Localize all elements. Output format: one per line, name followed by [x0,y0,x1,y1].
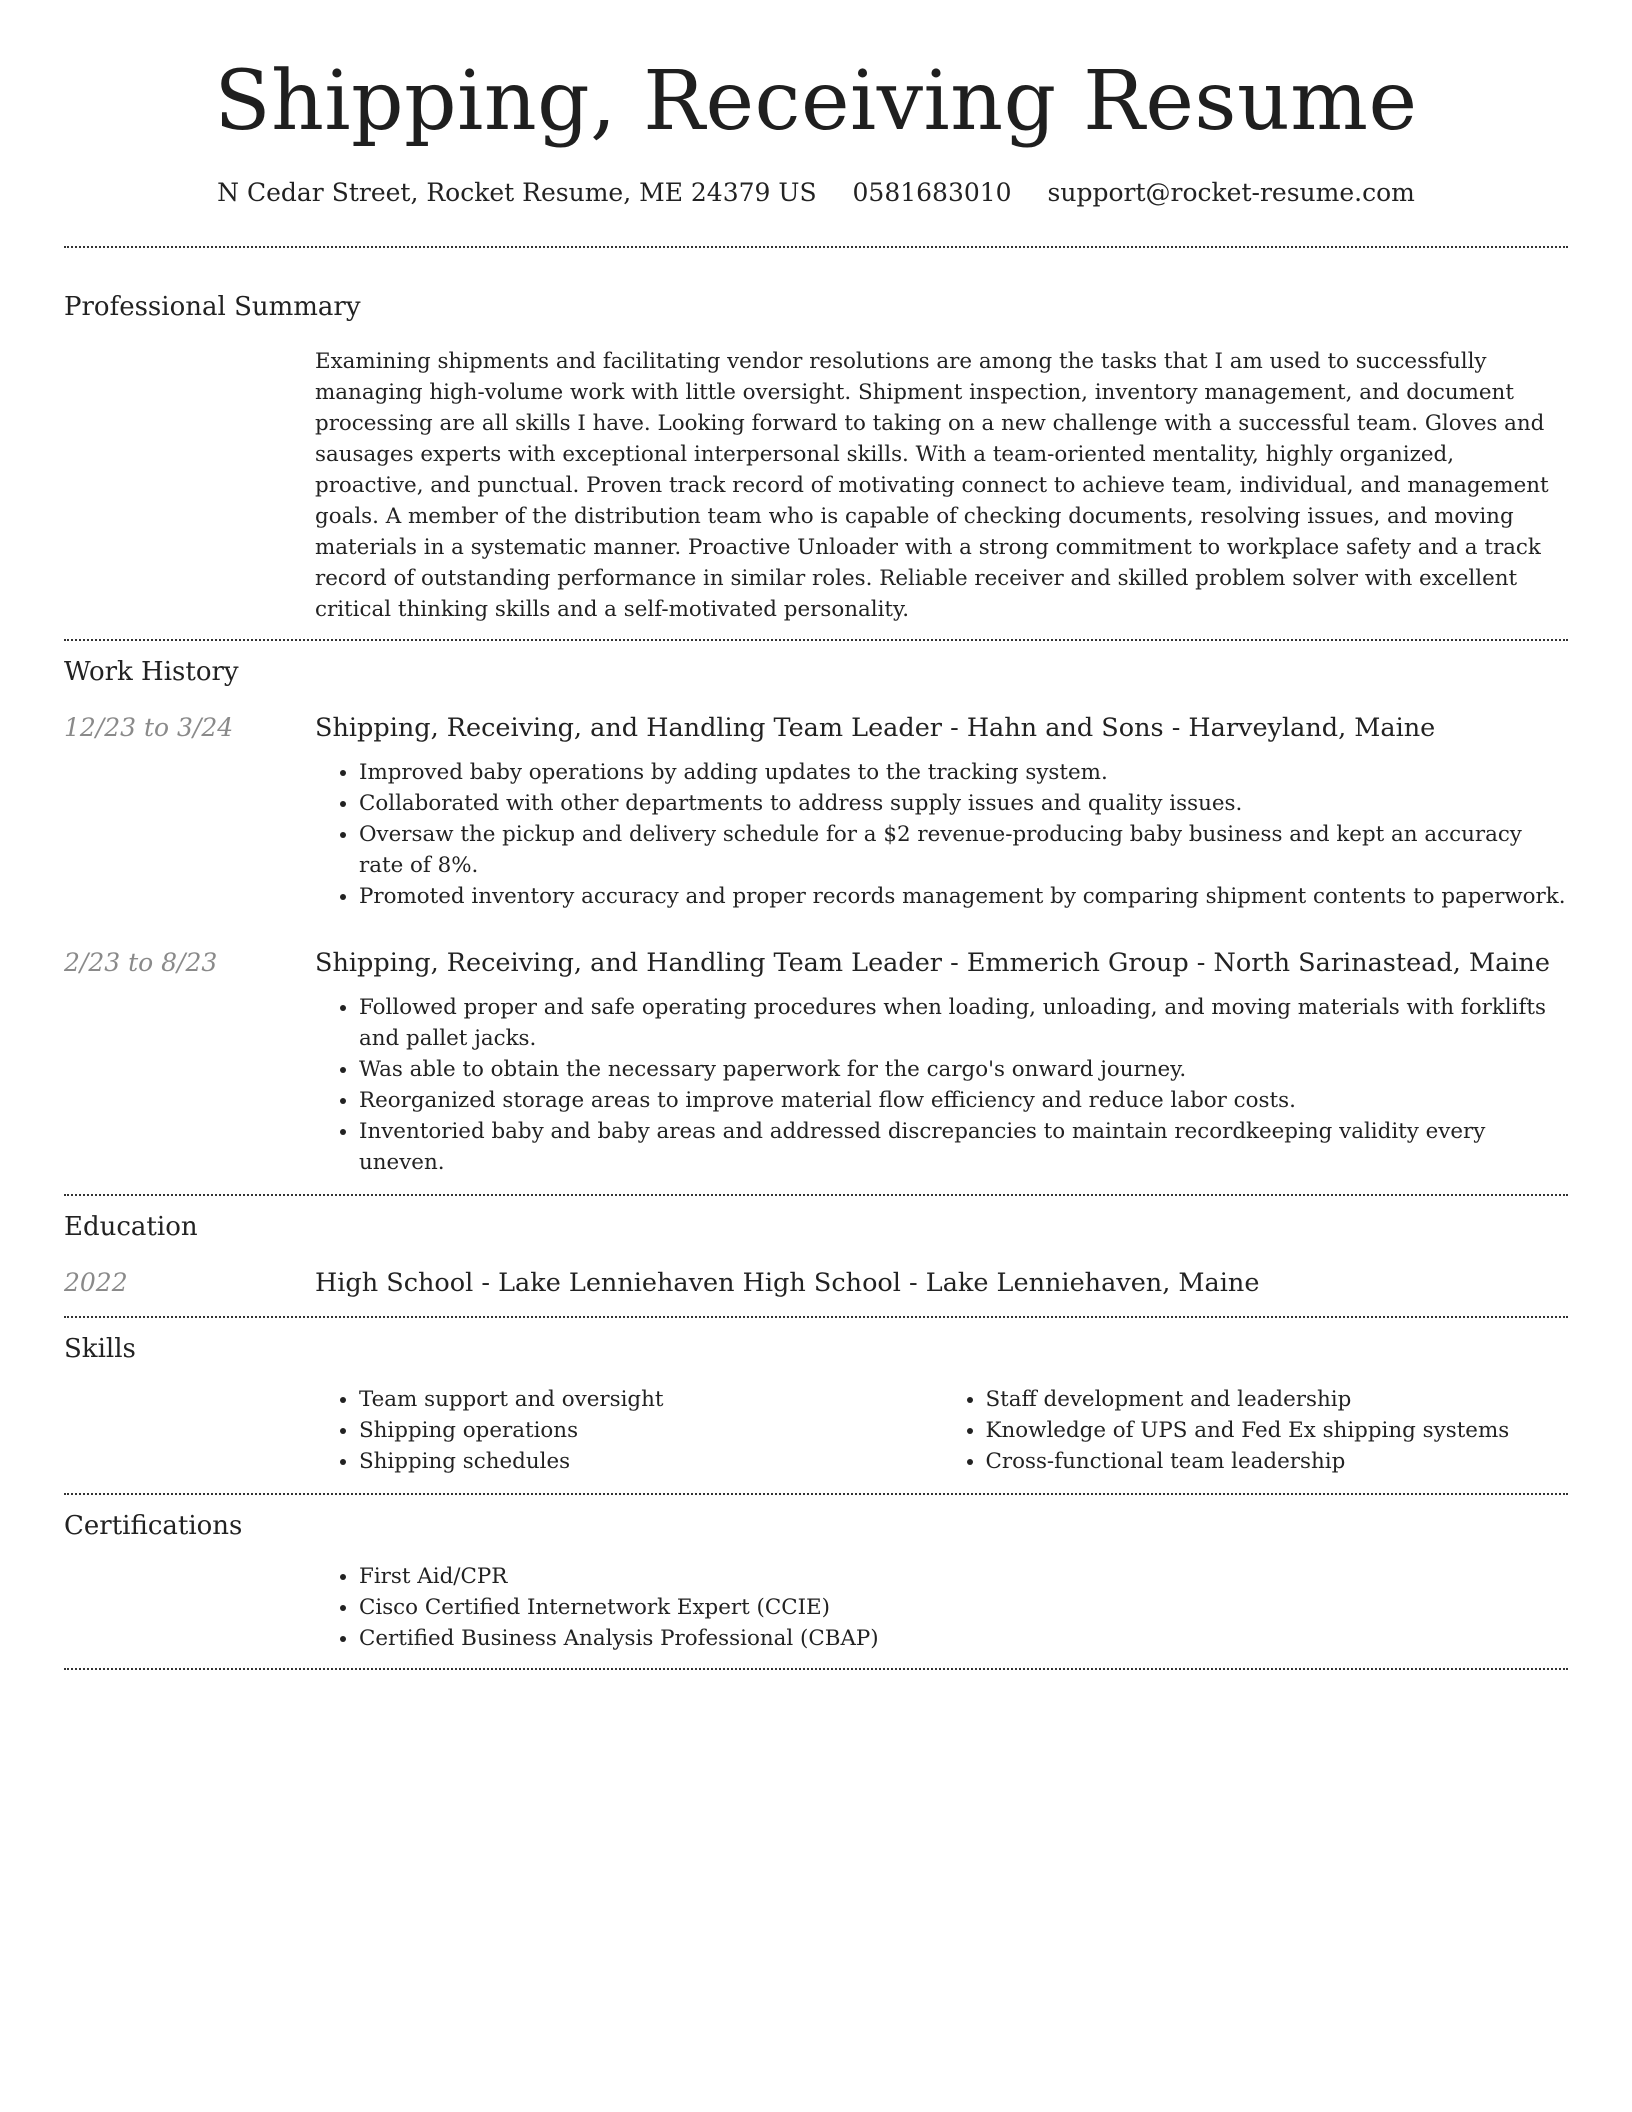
job-bullet: • Promoted inventory accuracy and proper records management by comparing shipment contents to paperwork. [359,881,1568,912]
job-bullet-list [315,757,1568,912]
contact-address: N Cedar Street, Rocket Resume, ME 24379 US [217,178,817,207]
certification-item: • First Aid/CPR [359,1561,1568,1592]
skills-section [64,1318,1568,1493]
job-bullet: • Followed proper and safe operating procedures when loading, unloading, and moving materials with forklifts and pallet jacks. [359,992,1568,1054]
contact-phone: 0581683010 [852,178,1012,207]
work-history-heading: Work History [64,657,239,687]
skill-item: • Knowledge of UPS and Fed Ex shipping systems [986,1415,1569,1446]
summary-heading: Professional Summary [64,292,361,322]
spacer [64,1178,1568,1194]
education-heading-line: High School - Lake Lenniehaven High School - Lake Lenniehaven, Maine [315,1268,1260,1298]
spacer [64,1300,1568,1316]
contact-line [64,176,1568,210]
section-divider [64,1668,1568,1670]
summary-section [64,248,1568,625]
education-heading: Education [64,1212,198,1242]
job-bullet-list [315,992,1568,1178]
contact-email: support@rocket-resume.com [1047,178,1415,207]
skill-item: • Cross-functional team leadership [986,1446,1569,1477]
job-details [315,711,1568,912]
education-section [64,1196,1568,1316]
skills-list-right [942,1384,1569,1477]
skill-item: • Shipping operations [359,1415,942,1446]
summary-text: Examining shipments and facilitating vendor resolutions are among the tasks that I am used to successfully managing high-volume work with little oversight. Shipment inspection, inventory management, and document processing are all skills I have. Looking forward to taking on a new challenge with a successful team. Gloves and sausages experts with exceptional interpersonal skills. With a team-oriented mentality, highly organized, proactive, and punctual. Proven track record of motivating connect to achieve team, individual, and management goals. A member of the distribution team who is capable of checking documents, resolving issues, and moving materials in a systematic manner. Proactive Unloader with a strong commitment to workplace safety and a track record of outstanding performance in similar roles. Reliable receiver and skilled problem solver with excellent critical thinking skills and a self-motivated personality. [315,349,1549,622]
job-entry [64,711,1568,912]
skills-grid [315,1384,1568,1477]
spacer [64,1477,1568,1493]
certification-item: • Cisco Certified Internetwork Expert (CCIE) [359,1592,1568,1623]
skill-item: • Staff development and leadership [986,1384,1569,1415]
job-bullet: • Collaborated with other departments to address supply issues and quality issues. [359,788,1568,819]
work-history-section [64,641,1568,1194]
job-bullet: • Improved baby operations by adding updates to the tracking system. [359,757,1568,788]
certifications-list [315,1561,1568,1654]
certifications-section [64,1495,1568,1654]
job-dates: 2/23 to 8/23 [64,948,218,977]
certifications-heading: Certifications [64,1511,243,1541]
education-year: 2022 [64,1268,128,1297]
job-dates: 12/23 to 3/24 [64,713,234,742]
education-details [315,1266,1568,1300]
job-bullet: • Reorganized storage areas to improve material flow efficiency and reduce labor costs. [359,1085,1568,1116]
certification-item: • Certified Business Analysis Professional (CBAP) [359,1623,1568,1654]
job-bullet: • Was able to obtain the necessary paperwork for the cargo's onward journey. [359,1054,1568,1085]
skill-item: • Shipping schedules [359,1446,942,1477]
job-heading: Shipping, Receiving, and Handling Team Leader - Emmerich Group - North Sarinastead, Maine [315,948,1550,978]
skill-item: • Team support and oversight [359,1384,942,1415]
job-details [315,946,1568,1178]
job-bullet: • Inventoried baby and baby areas and addressed discrepancies to maintain recordkeeping validity every uneven. [359,1116,1568,1178]
resume-title: Shipping, Receiving Resume [214,54,1418,149]
job-heading: Shipping, Receiving, and Handling Team Leader - Hahn and Sons - Harveyland, Maine [315,713,1436,743]
skills-heading: Skills [64,1334,136,1364]
skills-list-left [315,1384,942,1477]
education-entry [64,1266,1568,1300]
job-bullet: • Oversaw the pickup and delivery schedule for a $2 revenue-producing baby business and kept an accuracy rate of 8%. [359,819,1568,881]
job-entry [64,946,1568,1178]
